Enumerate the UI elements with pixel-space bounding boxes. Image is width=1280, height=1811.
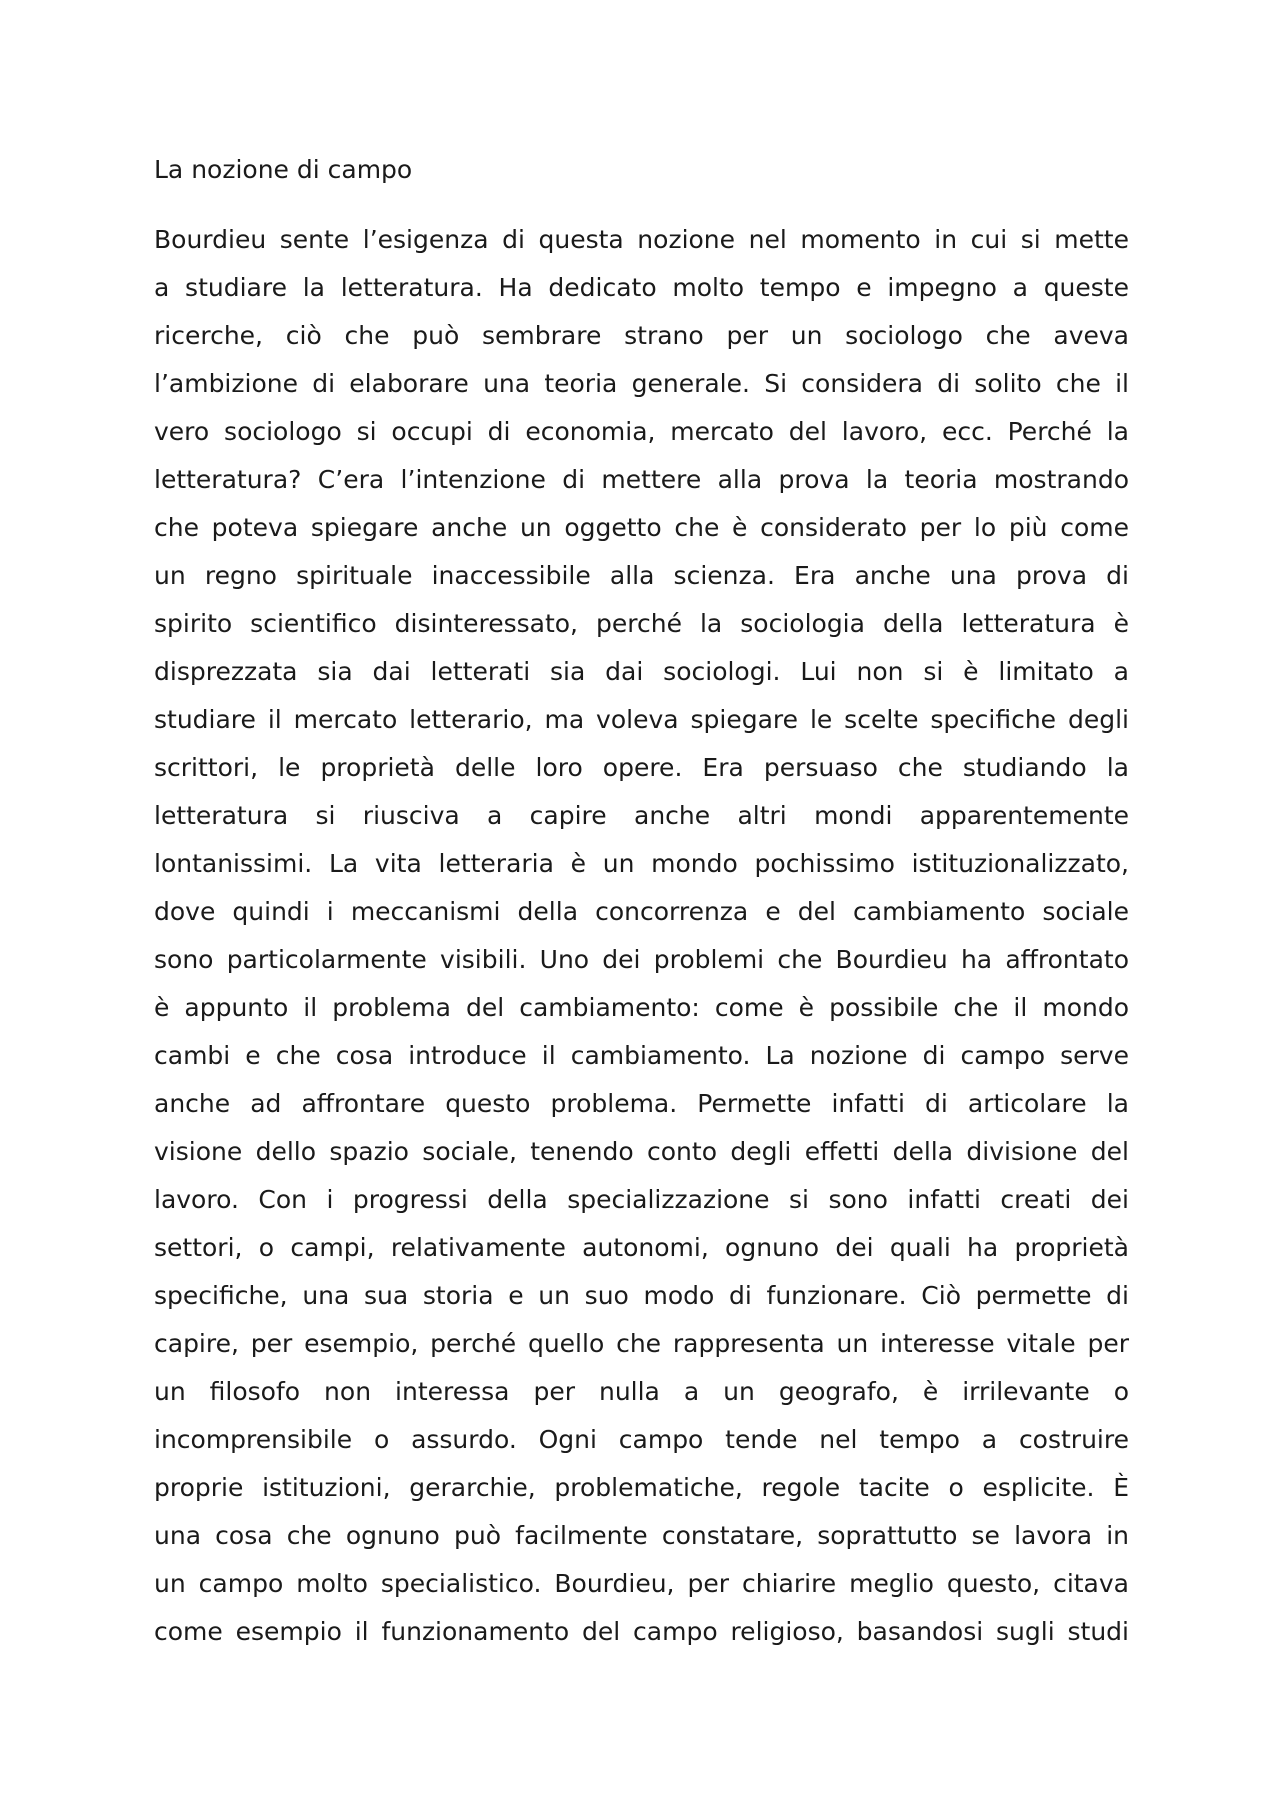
body-line: ricerche, ciò che può sembrare strano per un sociologo che aveva	[154, 321, 1129, 350]
body-line: come esempio il funzionamento del campo religioso, basandosi sugli studi	[154, 1617, 1129, 1646]
body-line: spirito scientifico disinteressato, perché la sociologia della letteratura è	[154, 609, 1129, 638]
body-line: scrittori, le proprietà delle loro opere. Era persuaso che studiando la	[154, 753, 1129, 782]
body-line: Bourdieu sente l’esigenza di questa nozione nel momento in cui si mette	[154, 225, 1129, 254]
document-title: La nozione di campo	[154, 155, 413, 184]
body-line: settori, o campi, relativamente autonomi, ognuno dei quali ha proprietà	[154, 1233, 1129, 1262]
body-line: letteratura si riusciva a capire anche altri mondi apparentemente	[154, 801, 1129, 830]
body-line: letteratura? C’era l’intenzione di mettere alla prova la teoria mostrando	[154, 465, 1129, 494]
body-line: capire, per esempio, perché quello che rappresenta un interesse vitale per	[154, 1329, 1129, 1358]
body-line: dove quindi i meccanismi della concorrenza e del cambiamento sociale	[154, 897, 1129, 926]
body-line: vero sociologo si occupi di economia, mercato del lavoro, ecc. Perché la	[154, 417, 1129, 446]
body-line: cambi e che cosa introduce il cambiamento. La nozione di campo serve	[154, 1041, 1129, 1070]
body-line: visione dello spazio sociale, tenendo conto degli effetti della divisione del	[154, 1137, 1129, 1166]
body-line: un regno spirituale inaccessibile alla scienza. Era anche una prova di	[154, 561, 1129, 590]
body-line: incomprensibile o assurdo. Ogni campo tende nel tempo a costruire	[154, 1425, 1129, 1454]
document-body	[154, 222, 1129, 1662]
body-line: che poteva spiegare anche un oggetto che è considerato per lo più come	[154, 513, 1129, 542]
body-line: lavoro. Con i progressi della specializzazione si sono infatti creati dei	[154, 1185, 1129, 1214]
body-line: disprezzata sia dai letterati sia dai sociologi. Lui non si è limitato a	[154, 657, 1129, 686]
body-line: studiare il mercato letterario, ma voleva spiegare le scelte specifiche degli	[154, 705, 1129, 734]
body-line: è appunto il problema del cambiamento: come è possibile che il mondo	[154, 993, 1129, 1022]
body-line: una cosa che ognuno può facilmente constatare, soprattutto se lavora in	[154, 1521, 1129, 1550]
body-line: un filosofo non interessa per nulla a un geografo, è irrilevante o	[154, 1377, 1129, 1406]
body-line: specifiche, una sua storia e un suo modo di funzionare. Ciò permette di	[154, 1281, 1129, 1310]
body-line: anche ad affrontare questo problema. Permette infatti di articolare la	[154, 1089, 1129, 1118]
body-line: a studiare la letteratura. Ha dedicato molto tempo e impegno a queste	[154, 273, 1129, 302]
body-line: un campo molto specialistico. Bourdieu, per chiarire meglio questo, citava	[154, 1569, 1129, 1598]
body-line: proprie istituzioni, gerarchie, problematiche, regole tacite o esplicite. È	[154, 1473, 1129, 1502]
body-line: lontanissimi. La vita letteraria è un mondo pochissimo istituzionalizzato,	[154, 849, 1129, 878]
body-line: l’ambizione di elaborare una teoria generale. Si considera di solito che il	[154, 369, 1129, 398]
body-line: sono particolarmente visibili. Uno dei problemi che Bourdieu ha affrontato	[154, 945, 1129, 974]
